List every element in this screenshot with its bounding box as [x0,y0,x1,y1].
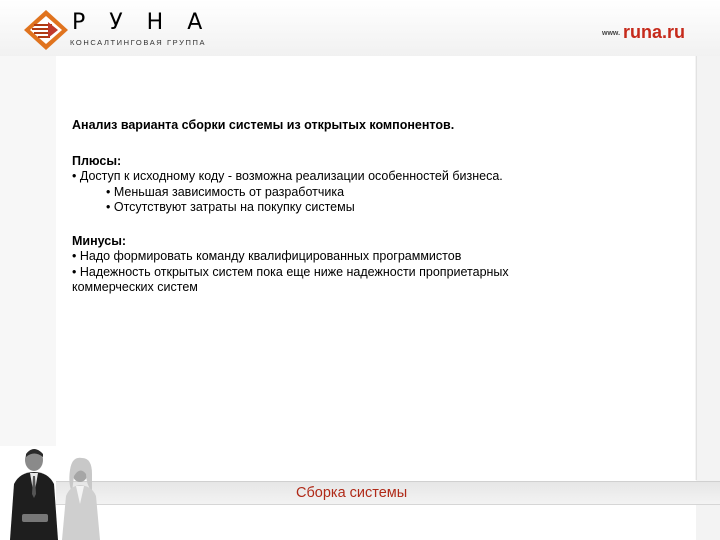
brand-name: РУНА [72,10,227,35]
business-people-image [0,440,118,540]
left-margin-shade [0,56,56,446]
pros-item: • Доступ к исходному коду - возможна реализации особенностей бизнеса. [72,169,503,183]
section-gap [72,216,682,234]
cons-item: • Надо формировать команду квалифицированных программистов [72,249,462,263]
pros-title: Плюсы: [72,153,122,168]
slide-heading: Анализ варианта сборки системы из открытых компонентов. [72,118,455,132]
text-block [72,118,682,296]
brand-subtitle: КОНСАЛТИНГОВАЯ ГРУППА [70,38,207,47]
right-margin-shade [696,56,720,540]
site-url-domain: runa.ru [623,22,686,42]
site-url-prefix: www. [602,30,621,37]
runa-logo-icon [22,8,70,52]
cons-title: Минусы: [72,233,127,248]
cons-item: • Надежность открытых систем пока еще ниже надежности проприетарных [72,264,509,279]
pros-item: • Отсутствуют затраты на покупку системы [106,200,355,214]
cons-item: коммерческих систем [72,280,198,294]
pros-item: • Меньшая зависимость от разработчика [106,184,345,199]
site-url [602,22,685,43]
footer-title: Сборка системы [296,485,408,501]
